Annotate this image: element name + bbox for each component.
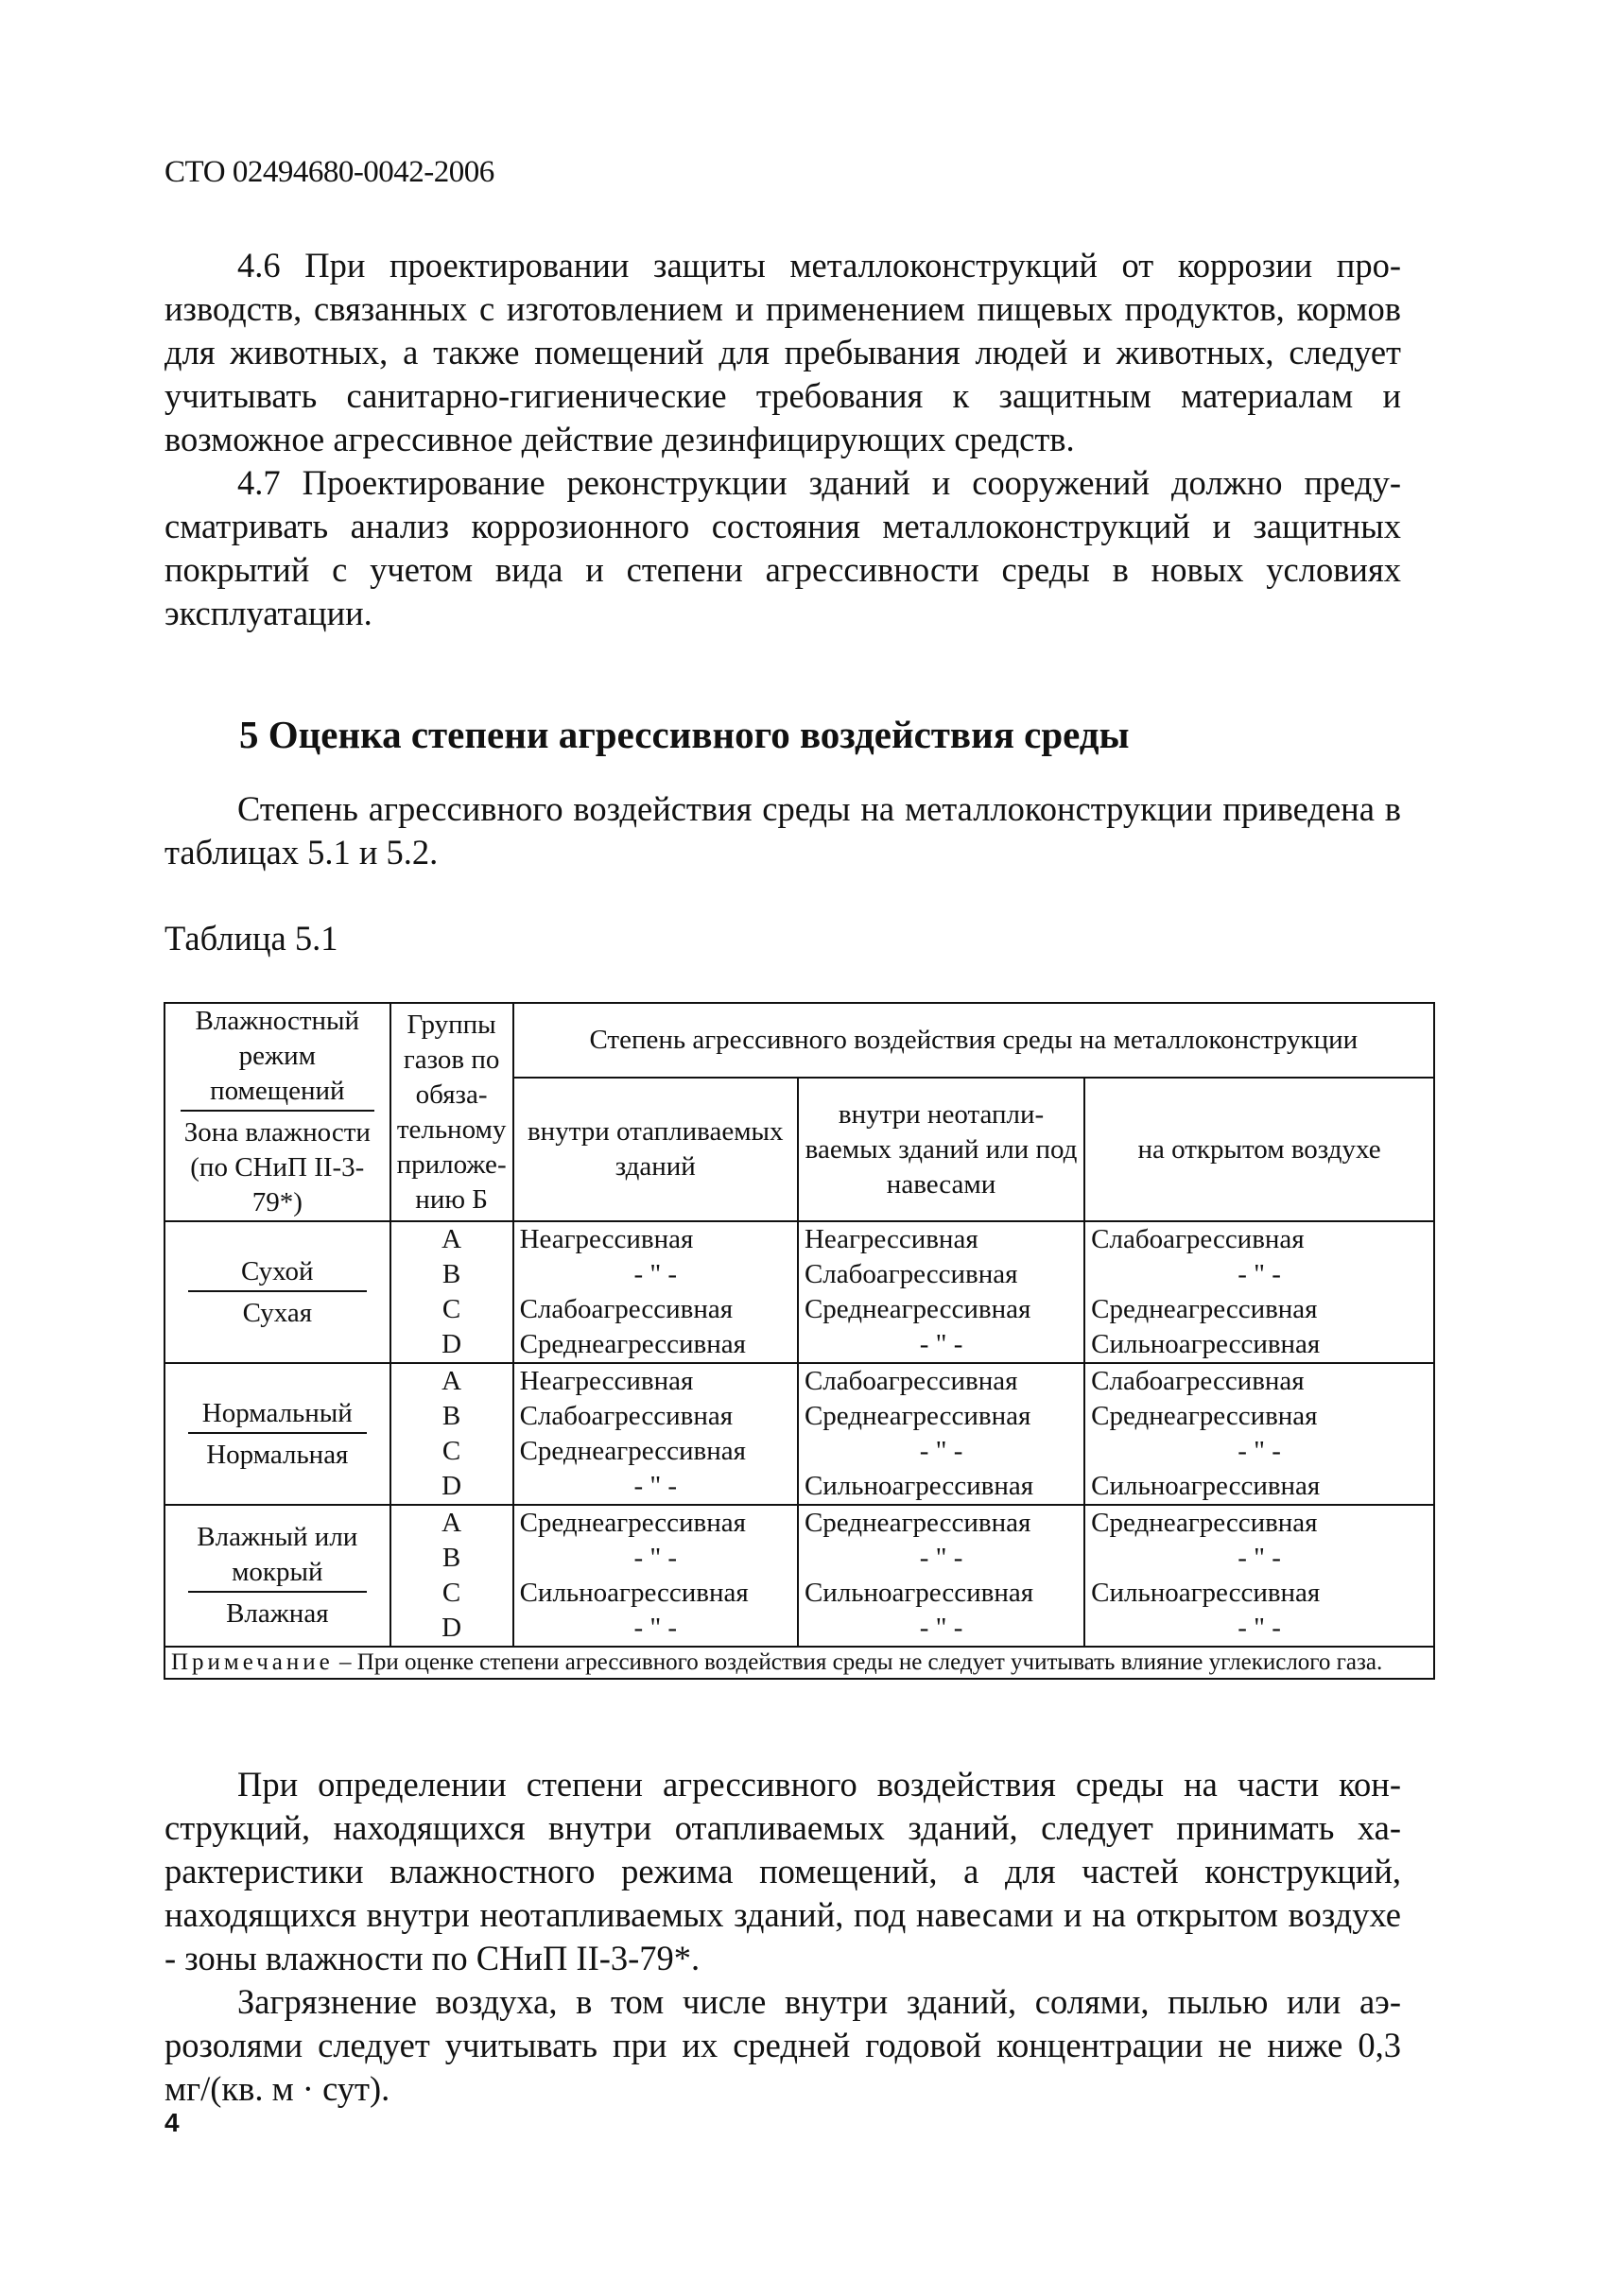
aggressiveness-value: Слабоагрессивная	[1091, 1366, 1305, 1396]
row-unheated-values	[798, 1505, 1084, 1647]
header-aggressiveness: Степень агрессивного воздействия среды на металлоконструкции	[513, 1003, 1434, 1078]
gas-group: D	[441, 1613, 462, 1643]
aggressiveness-value: Среднеагрессивная	[804, 1508, 1031, 1538]
row-gas-groups	[390, 1221, 513, 1363]
row-heated-values	[513, 1363, 798, 1505]
row-regime: Нормальный	[188, 1396, 367, 1434]
aggressiveness-value: - " -	[633, 1259, 678, 1289]
row-unheated-values	[798, 1221, 1084, 1363]
row-regime-zone	[164, 1221, 390, 1363]
page-number: 4	[164, 2108, 180, 2137]
paragraph-zones: При определении степени агрессивного воздействия среды на части конструкций, находящихся внутри отапливаемых зданий, следует принимать характеристики влажностного режима помещений, а для частей конструкций, находящихся внутри неотапливаемых зданий, под навесами и на открытом воздухе - зоны влажности по СНиП II-3-79*.	[164, 1765, 1401, 1977]
section-intro-paragraph: Степень агрессивного воздействия среды на металлоконструкции приведена в таблицах 5.1 и 5.2.	[164, 789, 1401, 872]
header-unheated: внутри неотапливаемых зданий или под навесами	[798, 1078, 1084, 1221]
gas-group: D	[441, 1471, 462, 1501]
table-note	[164, 1647, 1434, 1679]
row-outdoor-values	[1084, 1221, 1434, 1363]
intro-paragraphs	[164, 244, 1401, 635]
table-body	[164, 1221, 1434, 1647]
aggressiveness-value: Неагрессивная	[519, 1366, 694, 1396]
gas-group: C	[441, 1578, 461, 1608]
gas-group: A	[441, 1366, 462, 1396]
gas-group: B	[441, 1401, 461, 1431]
header-zone: Зона влажности (по СНиП II-3-79*)	[183, 1117, 371, 1217]
row-gas-groups	[390, 1505, 513, 1647]
aggressiveness-value: - " -	[1238, 1259, 1281, 1289]
gas-group: C	[441, 1294, 461, 1324]
aggressiveness-value: Неагрессивная	[519, 1224, 694, 1254]
gas-group: B	[441, 1543, 461, 1573]
table-note-row	[164, 1647, 1434, 1679]
header-heated: внутри отапливаемых зданий	[513, 1078, 798, 1221]
aggressiveness-value: Слабоагрессивная	[519, 1294, 734, 1324]
aggressiveness-value: Среднеагрессивная	[804, 1401, 1031, 1431]
row-regime-zone	[164, 1363, 390, 1505]
aggressiveness-value: - " -	[633, 1543, 678, 1573]
table-row	[164, 1221, 1434, 1363]
aggressiveness-value: Слабоагрессивная	[519, 1401, 734, 1431]
row-regime-zone	[164, 1505, 390, 1647]
table-caption: Таблица 5.1	[164, 919, 338, 958]
after-table-paragraphs	[164, 1763, 1401, 2111]
aggressiveness-value: Среднеагрессивная	[1091, 1508, 1318, 1538]
aggressiveness-value: - " -	[1238, 1543, 1281, 1573]
note-text: – При оценке степени агрессивного воздействия среды не следует учитывать влияние углекислого газа.	[333, 1649, 1383, 1675]
section-heading: 5 Оценка степени агрессивного воздействия среды	[239, 713, 1130, 756]
row-heated-values	[513, 1505, 798, 1647]
aggressiveness-value: Среднеагрессивная	[1091, 1294, 1318, 1324]
aggressiveness-value: - " -	[919, 1329, 963, 1359]
row-unheated-values	[798, 1363, 1084, 1505]
aggressiveness-value: - " -	[1238, 1613, 1281, 1643]
header-gas-groups: Группы газов по обязательному приложению Б	[390, 1003, 513, 1221]
aggressiveness-value: Сильноагрессивная	[1091, 1329, 1321, 1359]
aggressiveness-value: Сильноагрессивная	[1091, 1578, 1321, 1608]
aggressiveness-value: Слабоагрессивная	[804, 1366, 1018, 1396]
row-zone: Сухая	[242, 1297, 313, 1328]
aggressiveness-value: Сильноагрессивная	[804, 1471, 1034, 1501]
row-regime: Сухой	[188, 1254, 367, 1292]
document-code: СТО 02494680-0042-2006	[164, 155, 494, 189]
row-zone: Нормальная	[206, 1439, 349, 1470]
section-intro	[164, 787, 1401, 874]
aggressiveness-value: Среднеагрессивная	[519, 1436, 746, 1466]
aggressiveness-value: Слабоагрессивная	[1091, 1224, 1305, 1254]
aggressiveness-value: - " -	[633, 1471, 678, 1501]
aggressiveness-value: Сильноагрессивная	[1091, 1471, 1321, 1501]
aggressiveness-value: Сильноагрессивная	[519, 1578, 749, 1608]
aggressiveness-value: - " -	[919, 1613, 963, 1643]
gas-group: A	[441, 1224, 462, 1254]
aggressiveness-value: Сильноагрессивная	[804, 1578, 1034, 1608]
aggressiveness-value: Слабоагрессивная	[804, 1259, 1018, 1289]
row-outdoor-values	[1084, 1505, 1434, 1647]
gas-group: D	[441, 1329, 462, 1359]
aggressiveness-value: Среднеагрессивная	[804, 1294, 1031, 1324]
aggressiveness-value: Среднеагрессивная	[519, 1508, 746, 1538]
gas-group: C	[441, 1436, 461, 1466]
aggressiveness-value: Среднеагрессивная	[519, 1329, 746, 1359]
paragraph-pollution: Загрязнение воздуха, в том числе внутри зданий, солями, пылью или аэрозолями следует учитывать при их средней годовой концентрации не ниже 0,3 мг/(кв. м · сут).	[164, 1982, 1401, 2108]
table-row	[164, 1505, 1434, 1647]
paragraph-4-6: 4.6 При проектировании защиты металлоконструкций от коррозии производств, связанных с изготовлением и применением пищевых продуктов, кормов для животных, а также помещений для пребывания людей и животных, следует учитывать санитарно-гигиенические требования к защитным материалам и возможное агрессивное действие дезинфицирующих средств.	[164, 246, 1401, 458]
note-label: Примечание	[171, 1649, 334, 1675]
gas-group: B	[441, 1259, 461, 1289]
aggressiveness-value: - " -	[633, 1613, 678, 1643]
table-row	[164, 1363, 1434, 1505]
aggressiveness-value: - " -	[919, 1436, 963, 1466]
paragraph-4-7: 4.7 Проектирование реконструкции зданий и сооружений должно предусматривать анализ коррозионного состояния металлоконструкций и защитных покрытий с учетом вида и степени агрессивности среды в новых условиях эксплуатации.	[164, 463, 1401, 632]
row-gas-groups	[390, 1363, 513, 1505]
row-zone: Влажная	[226, 1598, 329, 1629]
aggressiveness-table	[164, 1002, 1435, 1680]
gas-group: A	[441, 1508, 462, 1538]
aggressiveness-value: Неагрессивная	[804, 1224, 978, 1254]
aggressiveness-value: - " -	[1238, 1436, 1281, 1466]
aggressiveness-value: Среднеагрессивная	[1091, 1401, 1318, 1431]
table-header-row	[164, 1003, 1434, 1078]
row-regime: Влажный или мокрый	[188, 1520, 367, 1593]
header-regime: Влажностный режим помещений	[181, 1004, 374, 1112]
header-outdoor: на открытом воздухе	[1084, 1078, 1434, 1221]
aggressiveness-value: - " -	[919, 1543, 963, 1573]
row-heated-values	[513, 1221, 798, 1363]
row-outdoor-values	[1084, 1363, 1434, 1505]
header-regime-zone	[164, 1003, 390, 1221]
